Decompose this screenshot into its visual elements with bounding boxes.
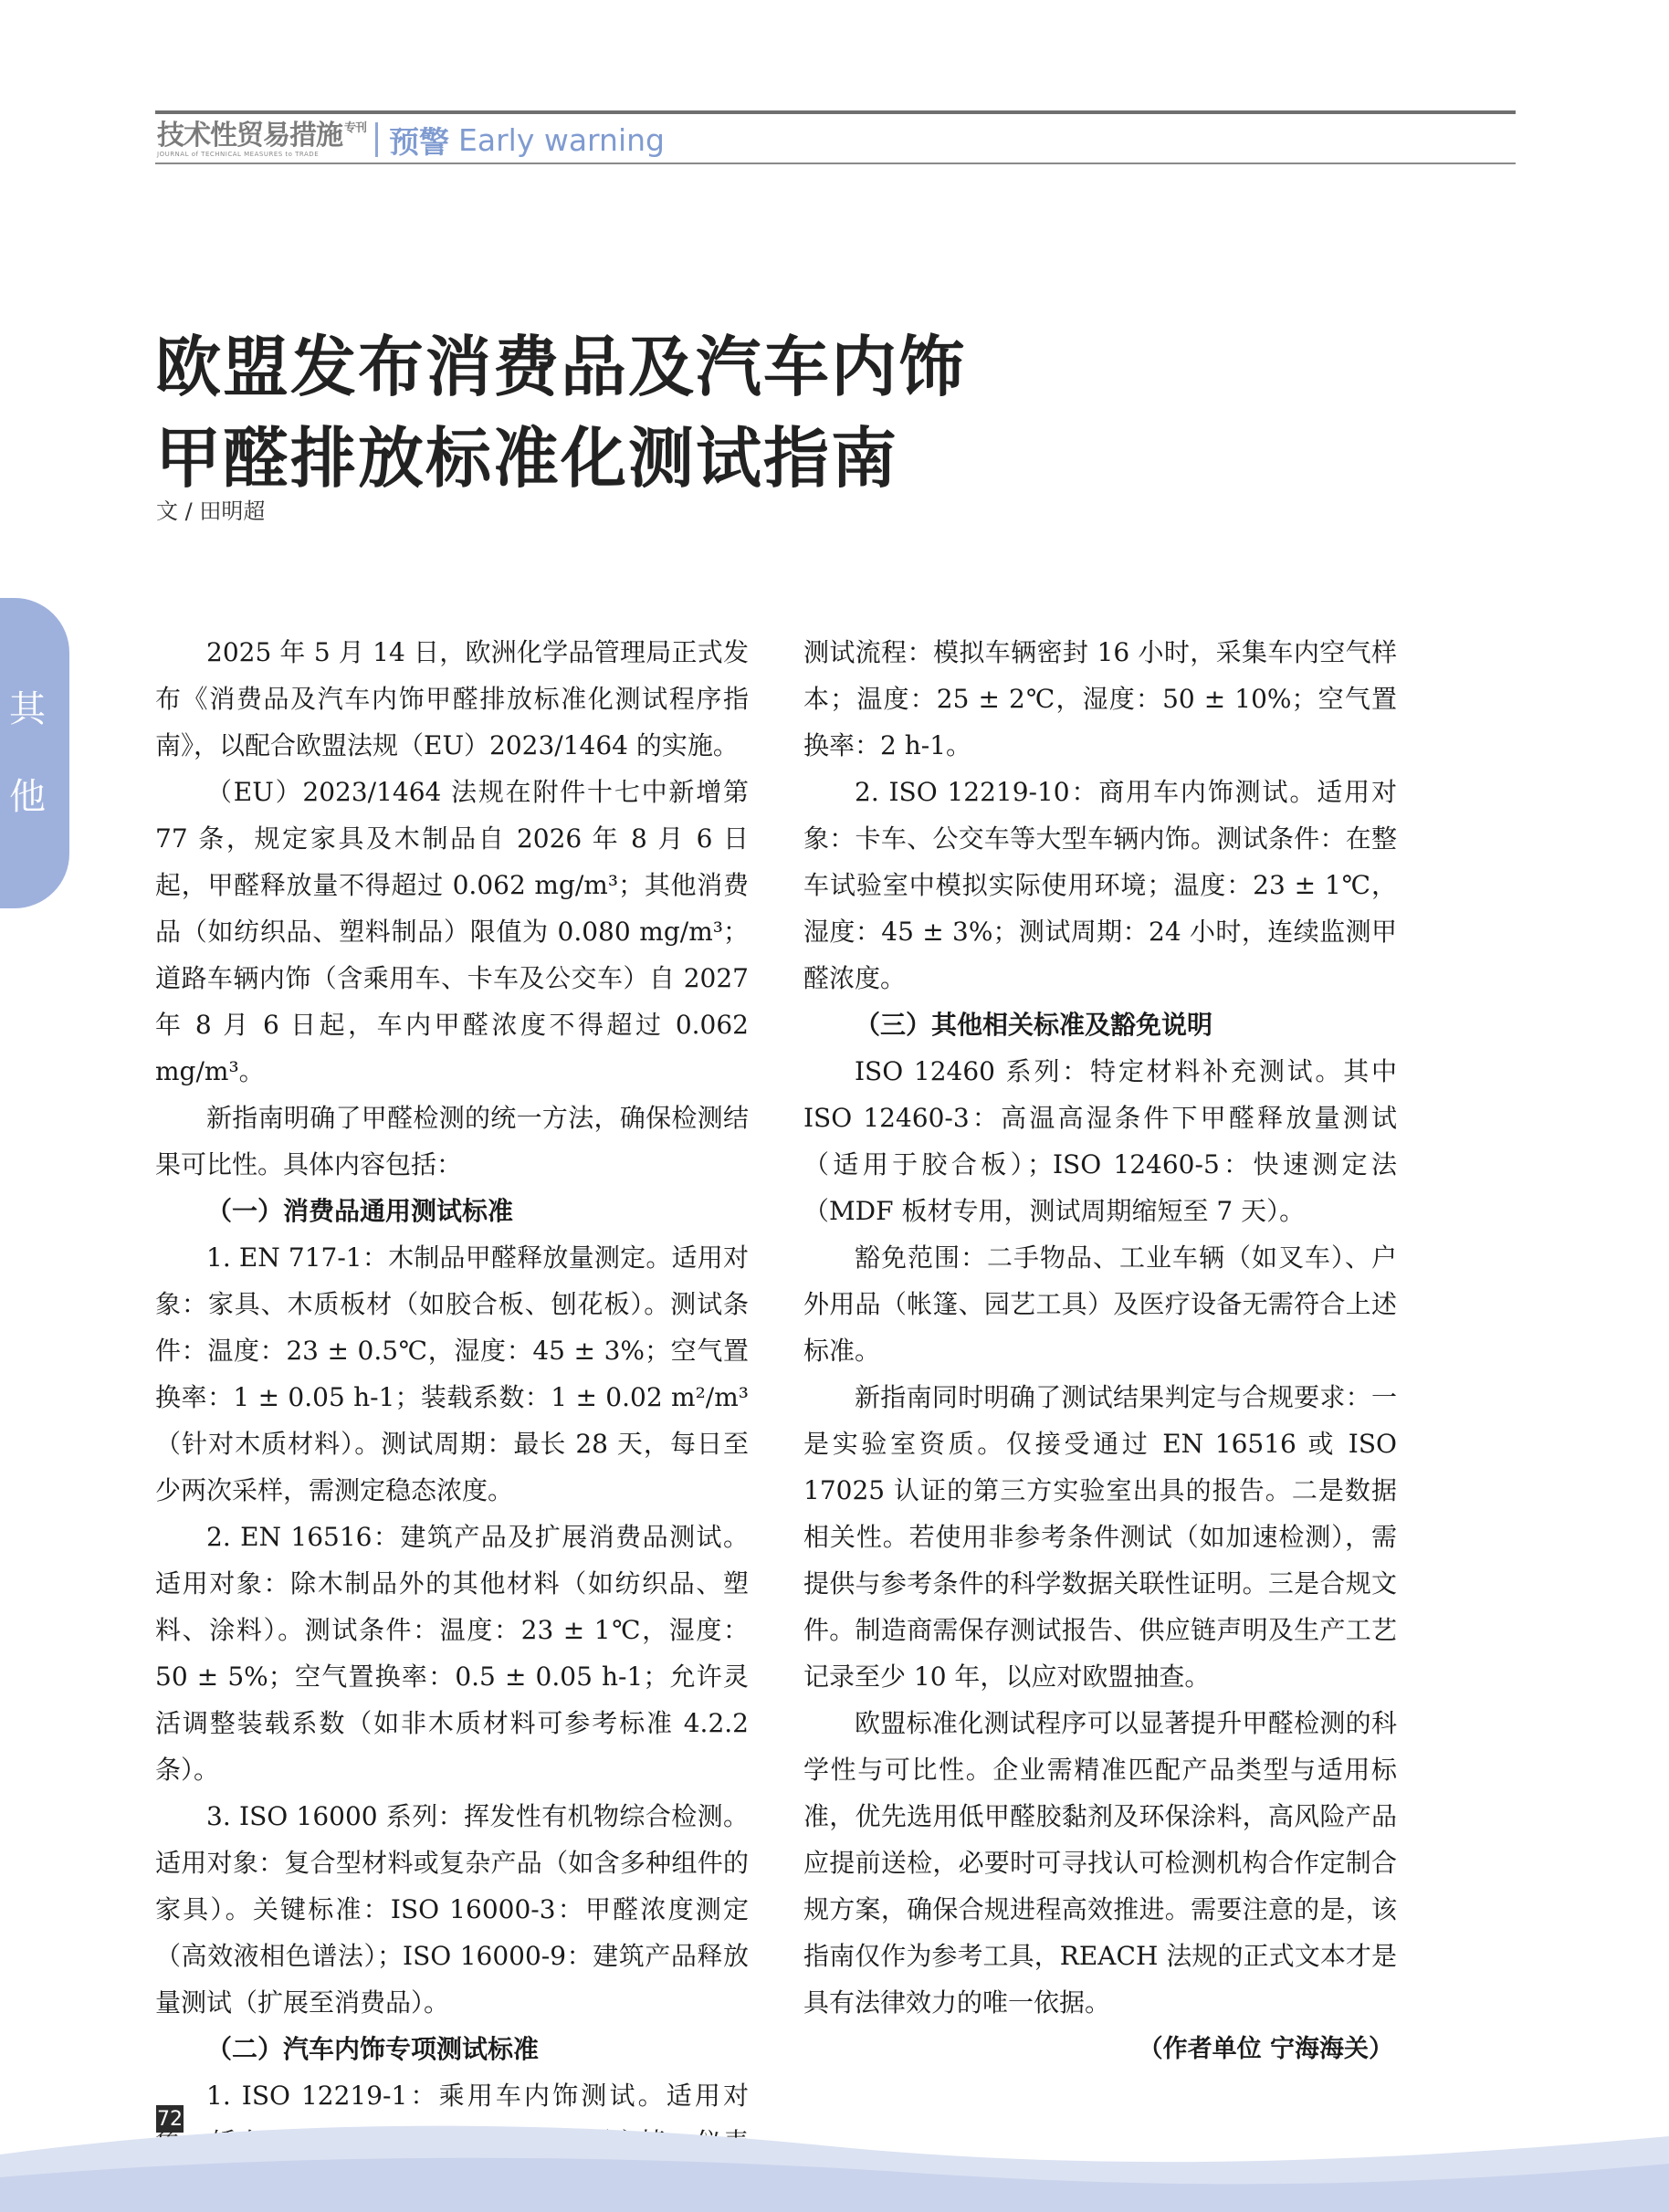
body-paragraph: 1. EN 717-1：木制品甲醛释放量测定。适用对象：家具、木质板材（如胶合板、刨花板）。测试条件：温度：23 ± 0.5℃，湿度：45 ± 3%；空气置换率：1 ± 0.05 h-1；装载系数：1 ± 0.02 m²/m³（针对木质材料）。测试周期：最长 28 天，每日至少两次采样，需测定稳态浓度。 bbox=[155, 1242, 749, 1505]
title-line-1: 欧盟发布消费品及汽车内饰 bbox=[155, 329, 967, 405]
body-paragraph: 2025 年 5 月 14 日，欧洲化学品管理局正式发布《消费品及汽车内饰甲醛排放标准化测试程序指南》，以配合欧盟法规（EU）2023/1464 的实施。 bbox=[155, 637, 749, 760]
body-paragraph: 3. ISO 16000 系列：挥发性有机物综合检测。适用对象：复合型材料或复杂产品（如含多种组件的家具）。关键标准：ISO 16000-3：甲醛浓度测定（高效液相色谱法）；ISO 16000-9：建筑产品释放量测试（扩展至消费品）。 bbox=[155, 1801, 749, 2018]
right-column bbox=[803, 629, 1397, 2072]
body-paragraph: 新指南同时明确了测试结果判定与合规要求：一是实验室资质。仅接受通过 EN 16516 或 ISO 17025 认证的第三方实验室出具的报告。二是数据相关性。若使用非参考条件测试（如加速检测），需提供与参考条件的科学数据关联性证明。三是合规文件。制造商需保存测试报告、供应链声明及生产工艺记录至少 10 年，以应对欧盟抽查。 bbox=[803, 1382, 1397, 1692]
section-name-en: Early warning bbox=[458, 121, 665, 158]
side-tab-char: 他 bbox=[9, 776, 46, 818]
body-paragraph: 2. ISO 12219-10：商用车内饰测试。适用对象：卡车、公交车等大型车辆内饰。测试条件：在整车试验室中模拟实际使用环境；温度：23 ± 1℃，湿度：45 ± 3%；测试周期：24 小时，连续监测甲醛浓度。 bbox=[803, 777, 1397, 993]
section-side-tab bbox=[0, 598, 69, 908]
author-affiliation: （作者单位 宁海海关） bbox=[1138, 2035, 1393, 2063]
header-separator bbox=[375, 122, 378, 157]
running-header bbox=[157, 119, 665, 161]
journal-name: 技术性贸易措施 bbox=[157, 119, 342, 152]
section-name-cn: 预警 bbox=[389, 123, 450, 160]
body-paragraph: 欧盟标准化测试程序可以显著提升甲醛检测的科学性与可比性。企业需精准匹配产品类型与适用标准，优先选用低甲醛胶黏剂及环保涂料，高风险产品应提前送检，必要时可寻找认可检测机构合作定制合规方案，确保合规进程高效推进。需要注意的是，该指南仅作为参考工具，REACH 法规的正式文本才是具有法律效力的唯一依据。 bbox=[803, 1708, 1397, 2018]
journal-logo bbox=[157, 119, 367, 158]
footer-wave-decoration bbox=[0, 2100, 1669, 2212]
body-paragraph: 2. EN 16516：建筑产品及扩展消费品测试。适用对象：除木制品外的其他材料（如纺织品、塑料、涂料）。测试条件：温度：23 ± 1℃，湿度：50 ± 5%；空气置换率：0.5 ± 0.05 h-1；允许灵活调整装载系数（如非木质材料可参考标准 4.2.2 条）。 bbox=[155, 1522, 749, 1785]
subsection-heading: （三）其他相关标准及豁免说明 bbox=[855, 1010, 1213, 1040]
header-bottom-rule bbox=[155, 162, 1516, 164]
left-column bbox=[155, 629, 749, 2212]
header-top-rule bbox=[155, 110, 1516, 114]
body-paragraph: 测试流程：模拟车辆密封 16 小时，采集车内空气样本；温度：25 ± 2℃，湿度：50 ± 10%；空气置换率：2 h-1。 bbox=[803, 637, 1397, 760]
author-byline: 文 / 田明超 bbox=[156, 498, 266, 524]
subsection-heading: （二）汽车内饰专项测试标准 bbox=[206, 2034, 540, 2064]
body-paragraph: （EU）2023/1464 法规在附件十七中新增第 77 条，规定家具及木制品自 2026 年 8 月 6 日起，甲醛释放量不得超过 0.062 mg/m³；其他消费品（如纺织品、塑料制品）限值为 0.080 mg/m³；道路车辆内饰（含乘用车、卡车及公交车）自 2027 年 8 月 6 日起，车内甲醛浓度不得超过 0.062 mg/m³。 bbox=[155, 777, 749, 1086]
body-paragraph: 1. ISO 12219-1：乘用车内饰测试。适用对 bbox=[206, 2081, 749, 2111]
journal-en: JOURNAL of TECHNICAL MEASURES to TRADE bbox=[157, 150, 320, 158]
subsection-heading: （一）消费品通用测试标准 bbox=[206, 1196, 514, 1226]
body-paragraph: ISO 12460 系列：特定材料补充测试。其中 ISO 12460-3：高温高湿条件下甲醛释放量测试（适用于胶合板）；ISO 12460-5：快速测定法（MDF 板材专用，测试周期缩短至 7 天）。 bbox=[803, 1056, 1397, 1226]
side-tab-char: 其 bbox=[9, 688, 46, 730]
body-paragraph: 新指南明确了甲醛检测的统一方法，确保检测结果可比性。具体内容包括： bbox=[155, 1103, 749, 1179]
body-paragraph: 豁免范围：二手物品、工业车辆（如叉车）、户外用品（帐篷、园艺工具）及医疗设备无需符合上述标准。 bbox=[803, 1242, 1397, 1366]
journal-special: 专刊 bbox=[344, 121, 367, 135]
title-line-2: 甲醛排放标准化测试指南 bbox=[155, 420, 899, 497]
page-number: 72 bbox=[156, 2105, 184, 2133]
article-title bbox=[155, 321, 1342, 504]
